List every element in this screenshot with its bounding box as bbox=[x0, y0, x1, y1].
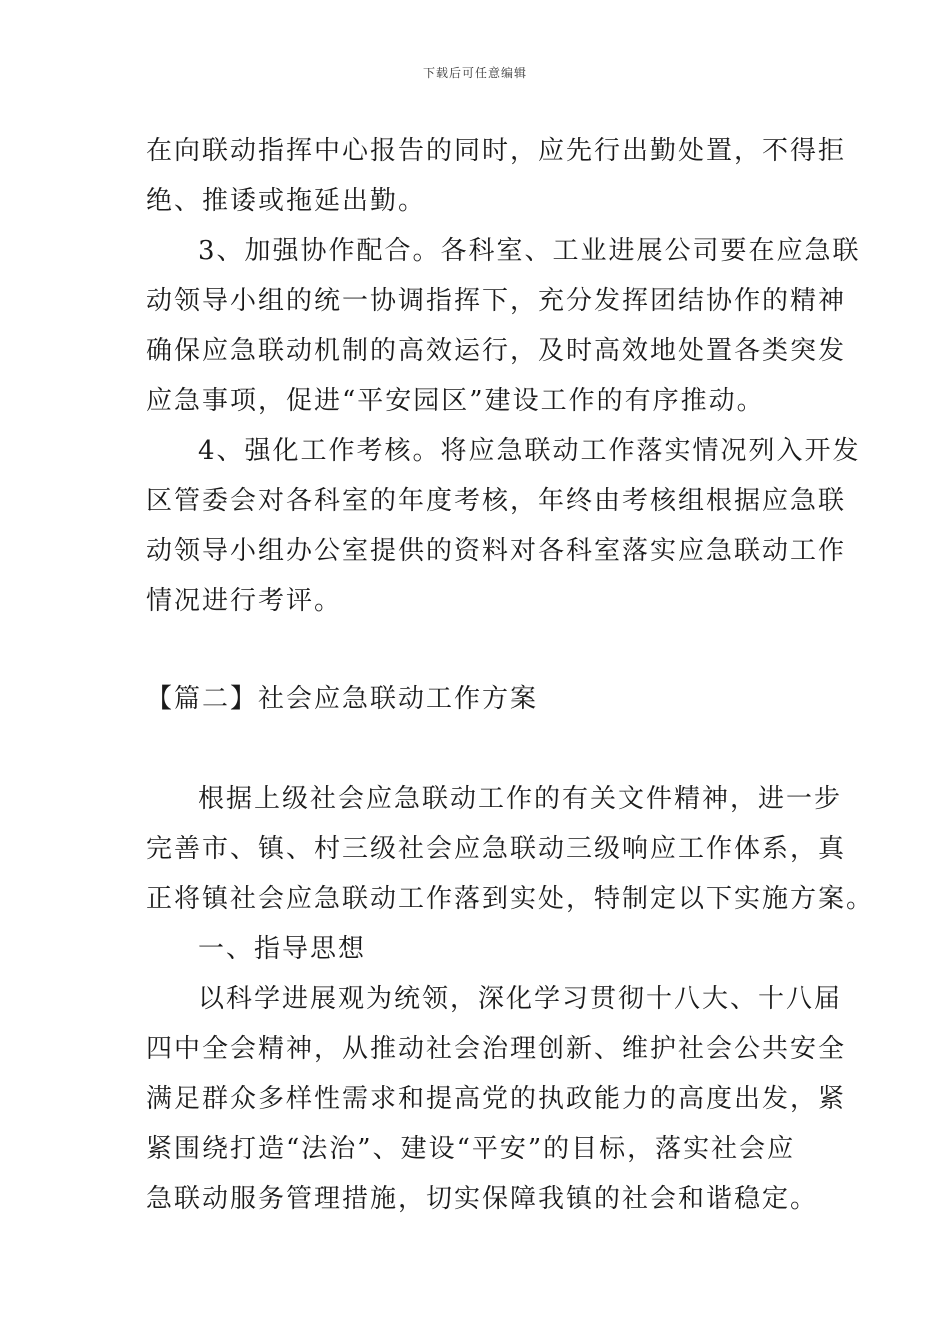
page-header-note: 下载后可任意编辑 bbox=[422, 66, 527, 80]
paragraph-line: 情况进行考评。 bbox=[146, 586, 343, 616]
paragraph-line: 应急事项，促进“平安园区”建设工作的有序推动。 bbox=[146, 386, 765, 416]
paragraph-line: 满足群众多样性需求和提高党的执政能力的高度出发，紧 bbox=[146, 1084, 847, 1114]
paragraph-line: 根据上级社会应急联动工作的有关文件精神，进一步 bbox=[198, 784, 843, 814]
paragraph-line: 以科学进展观为统领，深化学习贯彻十八大、十八届 bbox=[198, 984, 843, 1014]
paragraph-line: 在向联动指挥中心报告的同时，应先行出勤处置，不得拒 bbox=[146, 136, 847, 166]
paragraph-line: 正将镇社会应急联动工作落到实处，特制定以下实施方案。 bbox=[146, 884, 875, 914]
paragraph-line: 急联动服务管理措施，切实保障我镇的社会和谐稳定。 bbox=[146, 1184, 819, 1214]
subsection-heading: 一、指导思想 bbox=[198, 934, 367, 964]
section-heading: 【篇二】社会应急联动工作方案 bbox=[146, 684, 539, 714]
paragraph-line: 确保应急联动机制的高效运行，及时高效地处置各类突发 bbox=[146, 336, 847, 366]
paragraph-line: 完善市、镇、村三级社会应急联动三级响应工作体系，真 bbox=[146, 834, 847, 864]
paragraph-line: 区管委会对各科室的年度考核，年终由考核组根据应急联 bbox=[146, 486, 847, 516]
paragraph-line: 3、加强协作配合。各科室、工业进展公司要在应急联 bbox=[198, 236, 861, 266]
paragraph-line: 动领导小组办公室提供的资料对各科室落实应急联动工作 bbox=[146, 536, 847, 566]
paragraph-line: 四中全会精神，从推动社会治理创新、维护社会公共安全 bbox=[146, 1034, 847, 1064]
paragraph-line: 紧围绕打造“法治”、建设“平安”的目标，落实社会应 bbox=[146, 1134, 796, 1164]
paragraph-line: 动领导小组的统一协调指挥下，充分发挥团结协作的精神 bbox=[146, 286, 847, 316]
paragraph-line: 4、强化工作考核。将应急联动工作落实情况列入开发 bbox=[198, 436, 861, 466]
paragraph-line: 绝、推诿或拖延出勤。 bbox=[146, 186, 427, 216]
